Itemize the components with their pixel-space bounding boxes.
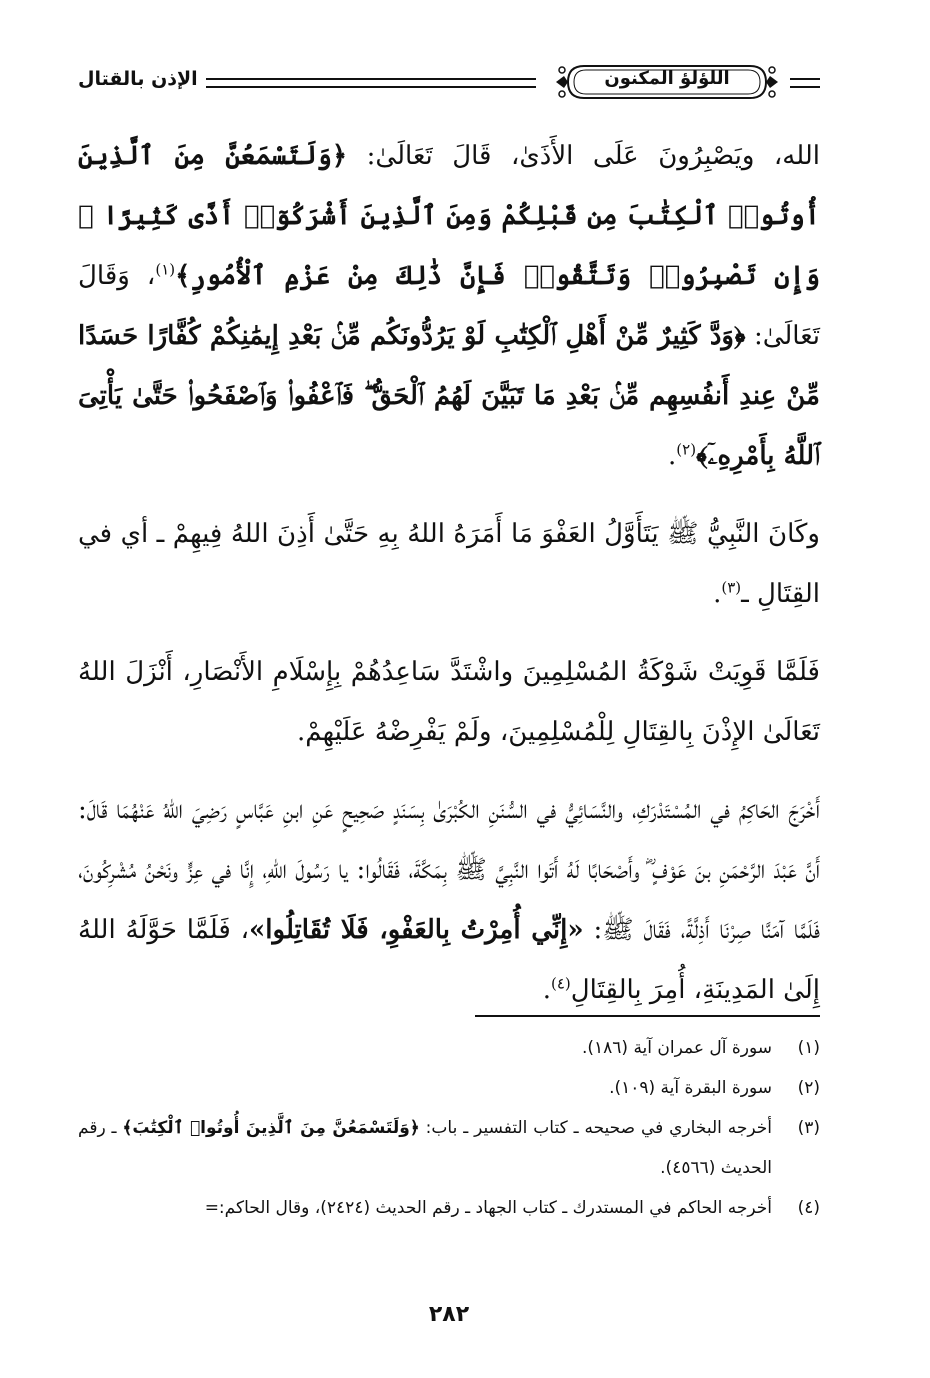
footnote-2: [78, 1068, 820, 1108]
text-run: أَخْرَجَ الحَاكِمُ في المُسْتَدْرَكِ، والنَّسَائِيُّ في السُّنَنِ الكُبْرَىٰ بِسَنَدٍ صَحِيحٍ عَنِ ابنِ عَبَّاسٍ رَضِيَ اللهُ عَنْهُمَا قَالَ: أَنَّ عَبْدَ الرَّحْمَنِ بنَ عَوْفٍ ؓ وأَصْحَابًا لَهُ أَتَوا النَّبِيَّ ﷺ بِمَكَّةَ، فَقَالُوا: يا رَسُولَ اللهِ، إِنَّا في عِزٍّ ونَحْنُ مُشْرِكُونَ، فَلَمَّا آمَنَّا صِرْنَا أَذِلَّةً، فَقَالَ ﷺ:: [78, 795, 821, 945]
paragraph-3: فَلَمَّا قَوِيَتْ شَوْكَةُ المُسْلِمِينَ واشْتَدَّ سَاعِدُهُمْ بِإِسْلَامِ الأَنْصَارِ، أَنْزَلَ اللهُ تَعَالَىٰ الإِذْنَ بِالقِتَالِ لِلْمُسْلِمِينَ، ولَمْ يَفْرِضْهُ عَلَيْهِمْ.: [78, 657, 820, 747]
footnote-ref-4: (٤): [550, 974, 571, 993]
footnote-number: (٣): [797, 1118, 820, 1138]
footnote-separator: [475, 1015, 820, 1017]
page-header: [78, 62, 820, 106]
quran-quote: ﴿وَدَّ كَثِيرٌ مِّنْ أَهْلِ ٱلْكِتَٰبِ لَوْ يَرُدُّونَكُم مِّنۢ بَعْدِ إِيمَٰنِكُمْ كُفَّارًا حَسَدًا مِّنْ عِندِ أَنفُسِهِم مِّنۢ بَعْدِ مَا تَبَيَّنَ لَهُمُ ٱلْحَقُّ ۖ فَٱعْفُوا۟ وَٱصْفَحُوا۟ حَتَّىٰ يَأْتِىَ ٱللَّهُ بِأَمْرِهِۦٓ﴾: [78, 321, 820, 471]
header-rule-right: [790, 78, 820, 88]
footnote-text: أخرجه الحاكم في المستدرك ـ كتاب الجهاد ـ رقم الحديث (٢٤٢٤)، وقال الحاكم:=: [204, 1198, 772, 1218]
page-number: ٢٨٢: [428, 1302, 470, 1327]
footnote-3: [78, 1108, 820, 1188]
quran-quote: ﴿وَلَتَسْمَعُنَّ مِنَ ٱلَّذِينَ أُوتُوا۟ ٱلْكِتَٰبَ مِن قَبْلِكُمْ وَمِنَ ٱلَّذِينَ أَشْرَكُوٓا۟ أَذًى كَثِيرًا ۚ وَإِن تَصْبِرُوا۟ وَتَتَّقُوا۟ فَإِنَّ ذَٰلِكَ مِنْ عَزْمِ ٱلْأُمُورِ﴾: [78, 141, 820, 291]
footnote-ref-1: (١): [155, 260, 176, 279]
text-run: .: [668, 441, 677, 471]
footnote-number: (٢): [797, 1078, 820, 1098]
footnote-text: سورة البقرة آية (١٠٩).: [609, 1078, 772, 1098]
footnote-number: (١): [797, 1038, 820, 1058]
text-run: .: [542, 975, 551, 1005]
text-run: .: [713, 579, 722, 609]
text-run: ، وَقَالَ تَعَالَىٰ:: [78, 261, 820, 351]
book-title: اللؤلؤ المكنون: [604, 68, 730, 89]
main-text: [78, 126, 820, 1038]
paragraph-1: [78, 126, 820, 486]
paragraph-2: [78, 504, 820, 624]
quran-quote: ﴿وَلَتَسْمَعُنَّ مِنَ ٱلَّذِينَ أُوتُوا۟ ٱلْكِتَٰبَ﴾: [122, 1118, 420, 1138]
footnote-4: [78, 1188, 820, 1228]
book-page: [78, 40, 820, 1340]
footnotes: [78, 1028, 820, 1228]
footnote-1: [78, 1028, 820, 1068]
book-title-cartouche: [554, 62, 780, 102]
text-run: وكَانَ النَّبِيُّ ﷺ يَتَأَوَّلُ العَفْوَ مَا أَمَرَهُ اللهُ بِهِ حَتَّىٰ أَذِنَ اللهُ فِيهِمْ ـ أي في القِتَالِ ـ: [78, 519, 820, 609]
header-rule-left: [206, 78, 536, 88]
text-run: ، فَلَمَّا حَوَّلَهُ اللهُ إِلَىٰ المَدِينَةِ، أُمِرَ بِالقِتَالِ: [78, 915, 820, 1005]
footnote-text: [78, 1118, 772, 1178]
text-run: ـ رقم الحديث (٤٥٦٦).: [78, 1118, 772, 1178]
text-run: أخرجه البخاري في صحيحه ـ كتاب التفسير ـ باب:: [419, 1118, 772, 1138]
hadith-quote: «إِنِّي أُمِرْتُ بِالعَفْوِ، فَلَا تُقَاتِلُوا»: [249, 915, 584, 945]
paragraph-4: [78, 780, 820, 1020]
text-run: الله، ويَصْبِرُونَ عَلَى الأَذَىٰ، قَالَ تَعَالَىٰ:: [347, 141, 820, 171]
footnote-ref-2: (٢): [676, 440, 697, 459]
chapter-title: الإذن بالقتال: [78, 68, 198, 90]
footnote-text: سورة آل عمران آية (١٨٦).: [581, 1038, 772, 1058]
footnote-number: (٤): [797, 1198, 820, 1218]
footnote-ref-3: (٣): [721, 578, 742, 597]
